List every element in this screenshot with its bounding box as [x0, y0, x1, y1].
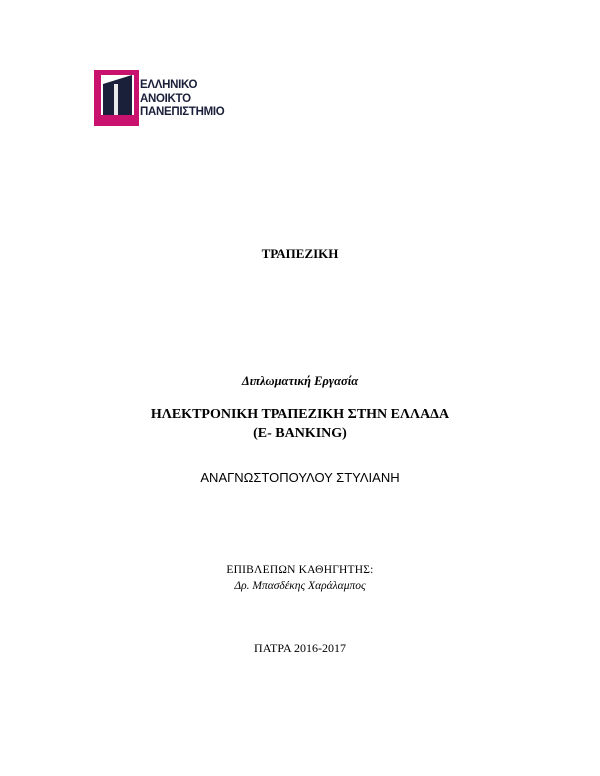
author-name: ΑΝΑΓΝΩΣΤΟΠΟΥΛΟΥ ΣΤΥΛΙΑΝΗ: [200, 470, 400, 485]
place-date: ΠΑΤΡΑ 2016-2017: [254, 641, 346, 655]
university-logo: [94, 70, 244, 126]
subject-heading: ΤΡΑΠΕΖΙΚΗ: [261, 246, 339, 261]
logo-line-3: ΠΑΝΕΠΙΣΤΗΜΙΟ: [140, 106, 225, 118]
thesis-title: ΗΛΕΚΤΡΟΝΙΚΗ ΤΡΑΠΕΖΙΚΗ ΣΤΗΝ ΕΛΛΑΔΑ: [150, 407, 450, 422]
logo-line-1: ΕΛΛΗΝΙΚΟ: [140, 79, 198, 91]
supervisor-label: ΕΠΙΒΛΕΠΩΝ ΚΑΘΗΓΗΤΗΣ:: [226, 564, 374, 576]
university-logo-mark-icon: [94, 70, 140, 126]
logo-line-2: ΑΝΟΙΚΤΟ: [140, 92, 191, 105]
supervisor-name: Δρ. Μπασδέκης Χαράλαμπος: [234, 580, 366, 592]
logo-wordmark: [140, 79, 224, 120]
thesis-subtitle: (E- BANKING): [253, 426, 347, 441]
thesis-type: Διπλωματική Εργασία: [241, 374, 359, 388]
